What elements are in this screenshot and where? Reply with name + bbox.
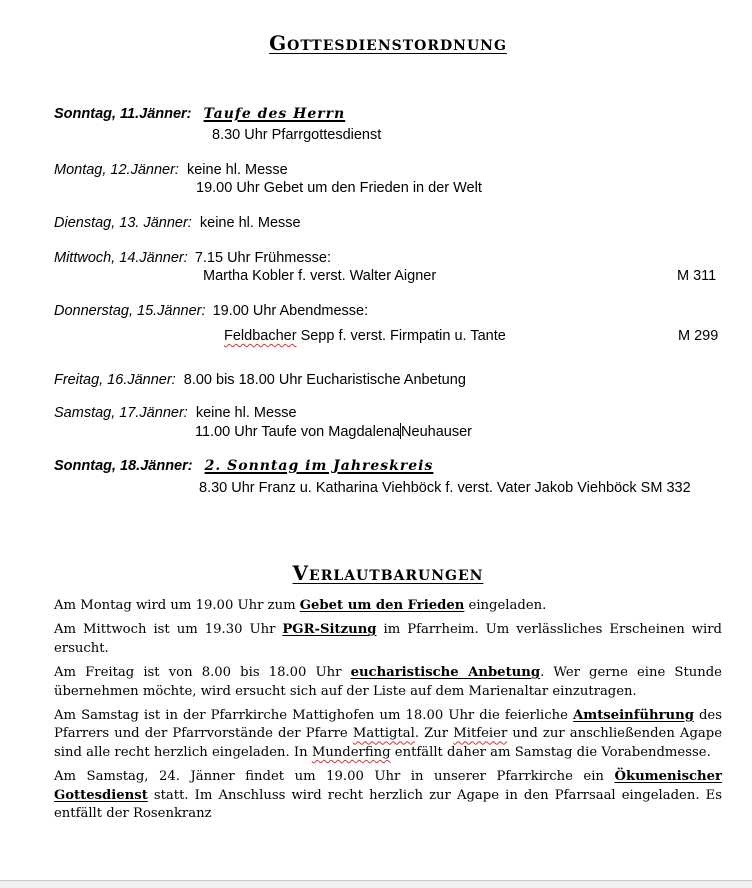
announcement xyxy=(54,597,722,615)
text: Am Freitag ist von 8.00 bis 18.00 Uhr xyxy=(54,665,351,681)
day-label: Montag, 12.Jänner: xyxy=(54,162,179,178)
schedule-entry xyxy=(54,215,301,231)
feast-title: 2. Sonntag im Jahreskreis xyxy=(204,458,434,474)
announcement xyxy=(54,768,722,823)
day-label: Dienstag, 13. Jänner: xyxy=(54,215,192,231)
text: eingeladen. xyxy=(464,598,547,613)
schedule-first: 19.00 Uhr Abendmesse: xyxy=(212,303,369,319)
feast-title: Taufe des Herrn xyxy=(203,106,346,122)
text: Am Samstag, 24. Jänner findet um 19.00 Uhr in unserer Pfarrkirche ein xyxy=(54,769,615,785)
schedule-line-text: Sepp f. verst. Firmpatin u. Tante xyxy=(296,328,506,344)
day-label: Sonntag, 11.Jänner: xyxy=(54,106,192,122)
schedule-first: keine hl. Messe xyxy=(186,162,288,178)
highlight: Gebet um den Frieden xyxy=(299,598,465,613)
schedule-first: keine hl. Messe xyxy=(195,405,297,421)
text: entfällt daher am Samstag die Vorabendmesse. xyxy=(390,744,711,760)
schedule-first: 8.00 bis 18.00 Uhr Eucharistische Anbetung xyxy=(183,372,466,388)
section-title: Verlautbarungen xyxy=(292,561,484,585)
text: Am Montag wird um 19.00 Uhr zum xyxy=(54,598,300,613)
spellcheck-word: Feldbacher xyxy=(224,328,297,344)
text: des Pfarrers und der Pfarrvorstände der Pfarre xyxy=(54,708,722,742)
schedule-entry xyxy=(54,458,433,474)
spellcheck-word: Mattigtal xyxy=(352,726,415,742)
schedule-entry xyxy=(54,162,288,178)
schedule-line[interactable] xyxy=(195,423,472,440)
text: . Wer gerne eine Stunde übernehmen möchte, wird ersucht sich auf der Liste auf dem Marienaltar einzutragen. xyxy=(54,665,722,699)
schedule-first: 7.15 Uhr Frühmesse: xyxy=(194,250,332,266)
announcement xyxy=(54,707,722,762)
schedule-entry xyxy=(54,250,331,266)
text: Am Samstag ist in der Pfarrkirche Mattighofen um 18.00 Uhr die feierliche xyxy=(54,708,574,724)
schedule-entry xyxy=(54,106,345,122)
schedule-line xyxy=(224,328,506,344)
announcement xyxy=(54,664,722,701)
day-label: Mittwoch, 14.Jänner: xyxy=(54,250,188,266)
day-label: Freitag, 16.Jänner: xyxy=(54,372,176,388)
schedule-line: 19.00 Uhr Gebet um den Frieden in der Welt xyxy=(196,180,482,196)
text: . Zur xyxy=(414,726,454,742)
schedule-line: 8.30 Uhr Franz u. Katharina Viehböck f. verst. Vater Jakob Viehböck SM 332 xyxy=(199,480,691,496)
schedule-line: Martha Kobler f. verst. Walter Aigner xyxy=(203,268,437,284)
text: statt. Im Anschluss wird recht herzlich zur Agape in den Pfarrsaal eingeladen. Es entfällt der Rosenkranz xyxy=(54,787,722,822)
schedule-line: 8.30 Uhr Pfarrgottesdienst xyxy=(212,127,382,143)
highlight: PGR-Sitzung xyxy=(282,622,377,638)
highlight: eucharistische Anbetung xyxy=(350,665,541,681)
spellcheck-word: Munderfing xyxy=(311,744,391,760)
highlight: Ökumenischer Gottesdienst xyxy=(54,769,722,803)
schedule-entry xyxy=(54,303,368,319)
day-label: Donnerstag, 15.Jänner: xyxy=(54,303,206,319)
highlight: Amtseinführung xyxy=(573,708,694,724)
mass-code: M 311 xyxy=(677,268,717,284)
schedule-entry xyxy=(54,372,466,388)
day-label: Samstag, 17.Jänner: xyxy=(54,405,188,421)
day-label: Sonntag, 18.Jänner: xyxy=(54,458,193,474)
announcements xyxy=(54,597,722,829)
text: im Pfarrheim. Um verlässliches Erscheinen wird ersucht. xyxy=(54,622,722,656)
text: und zur anschließenden Agape sind alle recht herzlich eingeladen. In xyxy=(54,726,722,760)
spellcheck-word: Mitfeier xyxy=(453,726,508,742)
schedule-line-text: Neuhauser xyxy=(401,424,472,440)
schedule-first: keine hl. Messe xyxy=(199,215,301,231)
page-title: Gottesdienstordnung xyxy=(269,31,507,55)
text: Am Mittwoch ist um 19.30 Uhr xyxy=(54,622,283,638)
announcement xyxy=(54,621,722,658)
mass-code: M 299 xyxy=(678,328,719,344)
schedule-entry xyxy=(54,405,297,421)
schedule-line-text: 11.00 Uhr Taufe von Magdalena xyxy=(195,424,401,440)
